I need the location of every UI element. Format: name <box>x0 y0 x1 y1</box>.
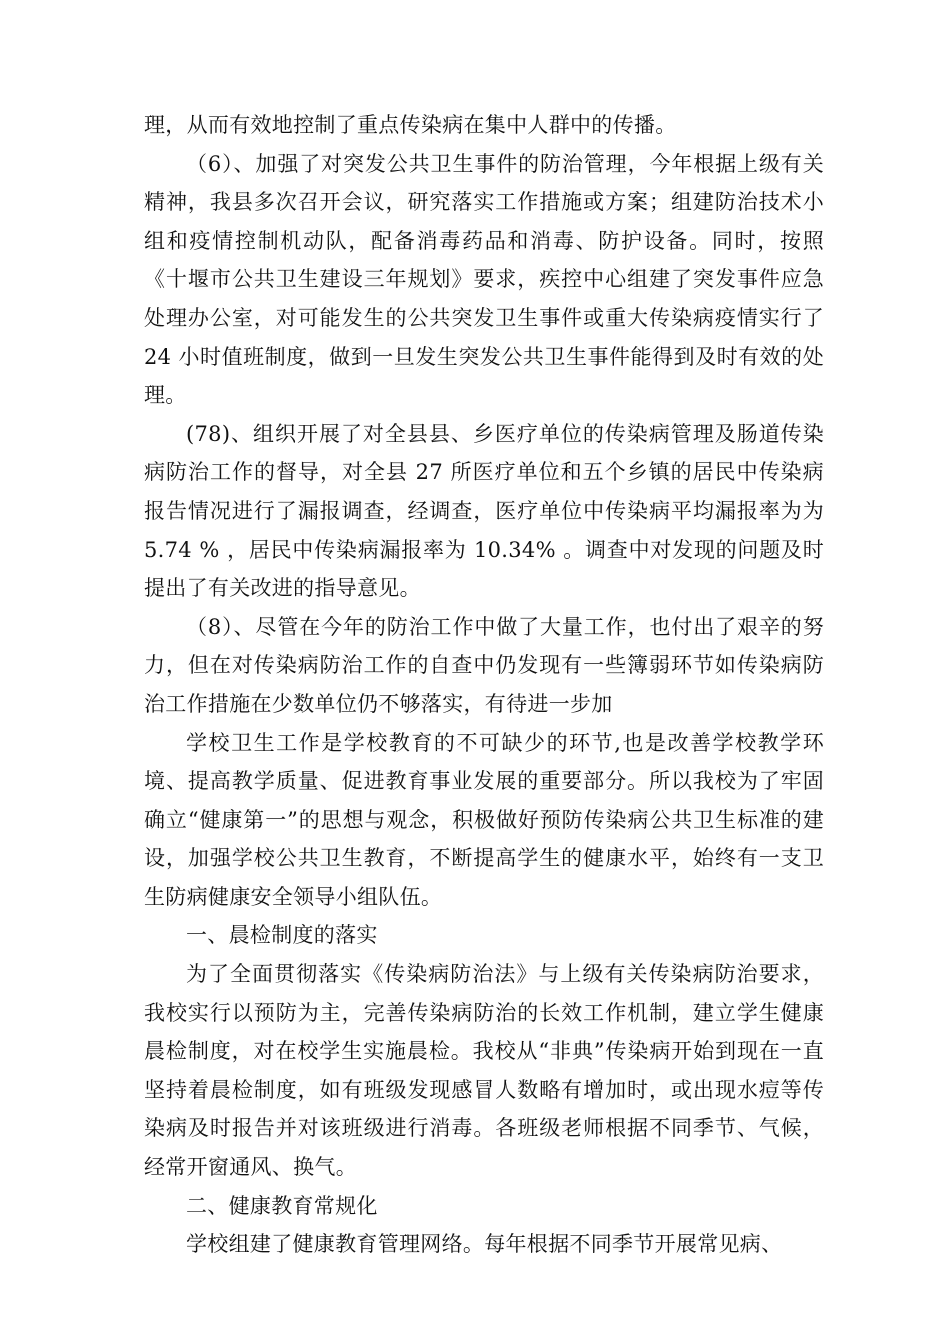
paragraph-item-6: （6）、加强了对突发公共卫生事件的防治管理，今年根据上级有关精神，我县多次召开会议，研究落实工作措施或方案；组建防治技术小组和疫情控制机动队，配备消毒药品和消毒、防护设备。同时，按照《十堰市公共卫生建设三年规划》要求，疾控中心组建了突发事件应急处理办公室，对可能发生的公共突发卫生事件或重大传染病疫情实行了 24 小时值班制度，做到一旦发生突发公共卫生事件能得到及时有效的处理。 <box>144 151 824 408</box>
paragraph-item-8: （8）、尽管在今年的防治工作中做了大量工作，也付出了艰辛的努力，但在对传染病防治工作的自查中仍发现有一些簿弱环节如传染病防治工作措施在少数单位仍不够落实，有待进一步加 <box>144 614 824 716</box>
paragraph-health-education: 学校组建了健康教育管理网络。每年根据不同季节开展常见病、 <box>186 1232 783 1257</box>
paragraph-morning-check: 为了全面贯彻落实《传染病防治法》与上级有关传染病防治要求，我校实行以预防为主，完善传染病防治的长效工作机制，建立学生健康晨检制度，对在校学生实施晨检。我校从“非典”传染病开始到现在一直坚持着晨检制度，如有班级发现感冒人数略有增加时，或出现水痘等传染病及时报告并对该班级进行消毒。各班级老师根据不同季节、气候，经常开窗通风、换气。 <box>144 962 824 1180</box>
paragraph-school-hygiene: 学校卫生工作是学校教育的不可缺少的环节,也是改善学校教学环境、提高教学质量、促进教育事业发展的重要部分。所以我校为了牢固确立“健康第一”的思想与观念，积极做好预防传染病公共卫生标准的建设，加强学校公共卫生教育，不断提高学生的健康水平，始终有一支卫生防病健康安全领导小组队伍。 <box>144 730 824 909</box>
document-body <box>144 106 824 1264</box>
paragraph-continuation: 理，从而有效地控制了重点传染病在集中人群中的传播。 <box>144 113 677 137</box>
section-heading-health-education: 二、健康教育常规化 <box>186 1193 378 1218</box>
paragraph-item-78: (78)、组织开展了对全县县、乡医疗单位的传染病管理及肠道传染病防治工作的督导，对全县 27 所医疗单位和五个乡镇的居民中传染病报告情况进行了漏报调查，经调查，医疗单位中传染病平均漏报率为为 5.74 % ，居民中传染病漏报率为 10.34% 。调查中对发现的问题及时提出了有关改进的指导意见。 <box>144 421 824 601</box>
section-heading-morning-check: 一、晨检制度的落实 <box>186 923 378 948</box>
